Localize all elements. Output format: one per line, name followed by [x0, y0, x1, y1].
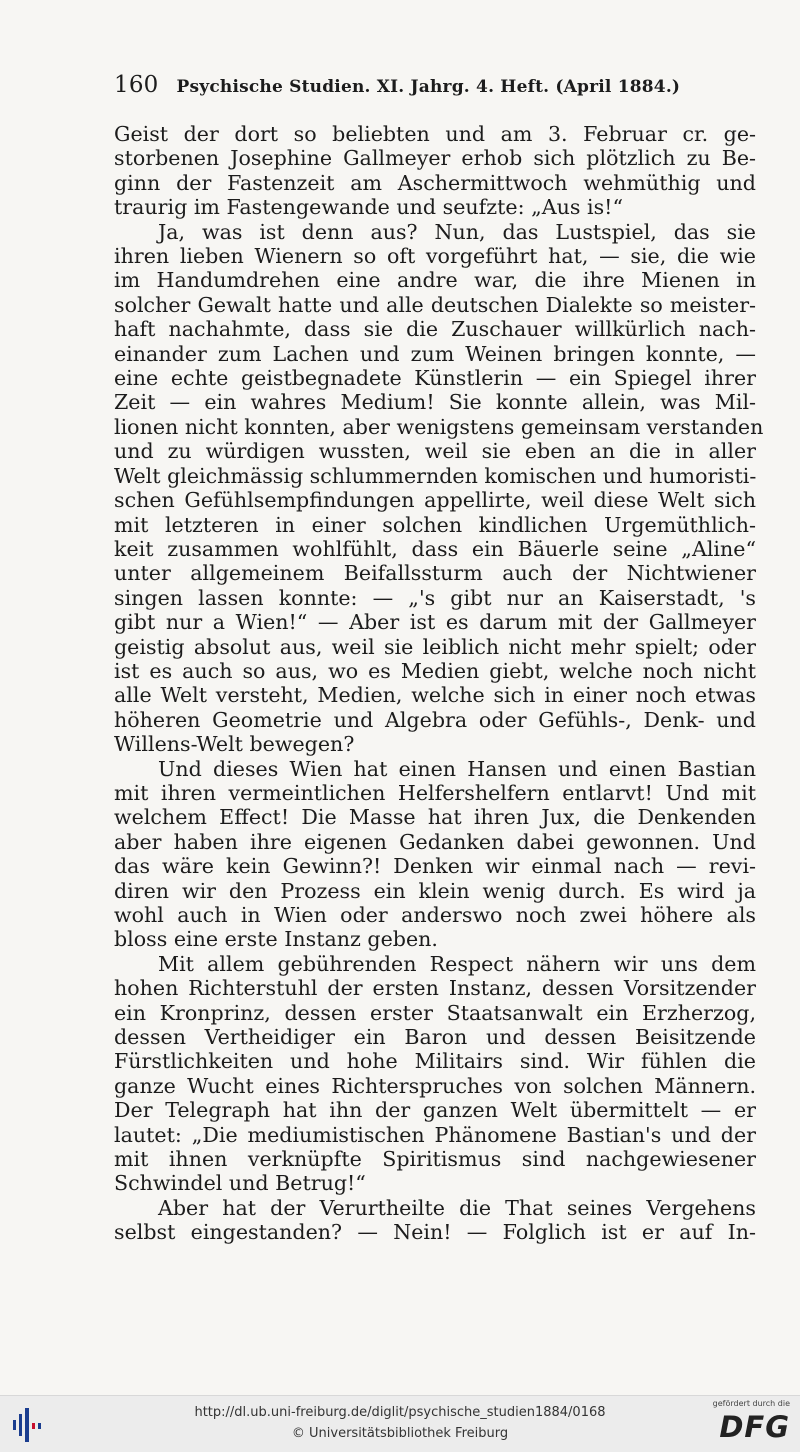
- text-line: einander zum Lachen und zum Weinen bringen konnte, —: [114, 341, 756, 366]
- text-line: unter allgemeinem Beifallssturm auch der Nichtwiener: [114, 561, 756, 586]
- text-line: Ja, was ist denn aus? Nun, das Lustspiel, das sie: [158, 219, 756, 244]
- text-line: Zeit — ein wahres Medium! Sie konnte allein, was Mil-: [114, 390, 756, 415]
- text-line: storbenen Josephine Gallmeyer erhob sich plötzlich zu Be-: [114, 146, 756, 171]
- text-line: selbst eingestanden? — Nein! — Folglich ist er auf In-: [114, 1220, 756, 1245]
- text-line: ganze Wucht eines Richterspruches von solchen Männern.: [114, 1073, 756, 1098]
- text-line: traurig im Fastengewande und seufzte: „Aus is!“: [114, 195, 623, 220]
- text-line: alle Welt versteht, Medien, welche sich in einer noch etwas: [114, 683, 756, 708]
- body-text: [114, 122, 764, 1245]
- text-line: Mit allem gebührenden Respect nähern wir uns dem: [158, 951, 756, 976]
- text-line: im Handumdrehen eine andre war, die ihre Mienen in: [114, 268, 756, 293]
- text-line: lautet: „Die mediumistischen Phänomene Bastian's und der: [114, 1122, 756, 1147]
- text-line: gibt nur a Wien!“ — Aber ist es darum mit der Gallmeyer: [114, 610, 756, 635]
- running-title: Psychische Studien. XI. Jahrg. 4. Heft. (April 1884.): [176, 77, 681, 97]
- text-line: Der Telegraph hat ihn der ganzen Welt übermittelt — er: [114, 1098, 756, 1123]
- dfg-logo: DFG: [719, 1410, 790, 1444]
- text-line: welchem Effect! Die Masse hat ihren Jux, die Denkenden: [114, 805, 756, 830]
- dfg-caption: gefördert durch die: [712, 1399, 790, 1408]
- page-header: [114, 72, 754, 98]
- text-line: Willens-Welt bewegen?: [114, 732, 355, 757]
- text-line: keit zusammen wohlfühlt, dass ein Bäuerle seine „Aline“: [114, 536, 756, 561]
- text-line: das wäre kein Gewinn?! Denken wir einmal nach — revi-: [114, 854, 756, 879]
- text-line: Und dieses Wien hat einen Hansen und einen Bastian: [158, 756, 756, 781]
- text-line: Aber hat der Verurtheilte die That seines Vergehens: [158, 1195, 756, 1220]
- text-line: schen Gefühlsempfindungen appellirte, weil diese Welt sich: [114, 488, 756, 513]
- text-line: bloss eine erste Instanz geben.: [114, 927, 438, 952]
- text-line: diren wir den Prozess ein klein wenig durch. Es wird ja: [114, 878, 756, 903]
- text-line: geistig absolut aus, weil sie leiblich nicht mehr spielt; oder: [114, 634, 756, 659]
- copyright-notice: © Universitätsbibliothek Freiburg: [291, 1426, 509, 1441]
- text-line: mit letzteren in einer solchen kindlichen Urgemüthlich-: [114, 512, 756, 537]
- text-line: aber haben ihre eigenen Gedanken dabei gewonnen. Und: [114, 829, 756, 854]
- text-line: mit ihnen verknüpfte Spiritismus sind nachgewiesener: [114, 1147, 756, 1172]
- text-line: Schwindel und Betrug!“: [114, 1171, 366, 1196]
- text-line: haft nachahmte, dass sie die Zuschauer willkürlich nach-: [114, 317, 756, 342]
- text-line: höheren Geometrie und Algebra oder Gefühls-, Denk- und: [114, 707, 756, 732]
- page-number: 160: [114, 72, 159, 98]
- viewer-footer: [0, 1395, 800, 1452]
- text-line: ist es auch so aus, wo es Medien giebt, welche noch nicht: [114, 658, 756, 683]
- text-line: wohl auch in Wien oder anderswo noch zwei höhere als: [114, 903, 756, 927]
- permalink-url[interactable]: http://dl.ub.uni-freiburg.de/diglit/psychische_studien1884/0168: [194, 1405, 606, 1420]
- text-line: ginn der Fastenzeit am Aschermittwoch wehmüthig und: [114, 170, 756, 195]
- text-line: eine echte geistbegnadete Künstlerin — ein Spiegel ihrer: [114, 366, 756, 391]
- text-line: Fürstlichkeiten und hohe Militairs sind. Wir fühlen die: [114, 1049, 756, 1074]
- text-line: lionen nicht konnten, aber wenigstens gemeinsam verstanden: [114, 414, 764, 439]
- text-line: ein Kronprinz, dessen erster Staatsanwalt ein Erzherzog,: [114, 1000, 756, 1025]
- text-line: hohen Richterstuhl der ersten Instanz, dessen Vorsitzender: [114, 976, 756, 1001]
- text-line: solcher Gewalt hatte und alle deutschen Dialekte so meister-: [114, 292, 756, 317]
- text-line: dessen Vertheidiger ein Baron und dessen Beisitzende: [114, 1025, 756, 1050]
- text-line: Welt gleichmässig schlummernden komischen und humoristi-: [114, 463, 757, 488]
- text-line: mit ihren vermeintlichen Helfershelfern entlarvt! Und mit: [114, 780, 756, 805]
- text-line: und zu würdigen wussten, weil sie eben an die in aller: [114, 439, 756, 464]
- text-line: Geist der dort so beliebten und am 3. Februar cr. ge-: [114, 122, 756, 146]
- text-line: singen lassen konnte: — „'s gibt nur an Kaiserstadt, 's: [114, 585, 756, 610]
- text-line: ihren lieben Wienern so oft vorgeführt hat, — sie, die wie: [114, 244, 756, 269]
